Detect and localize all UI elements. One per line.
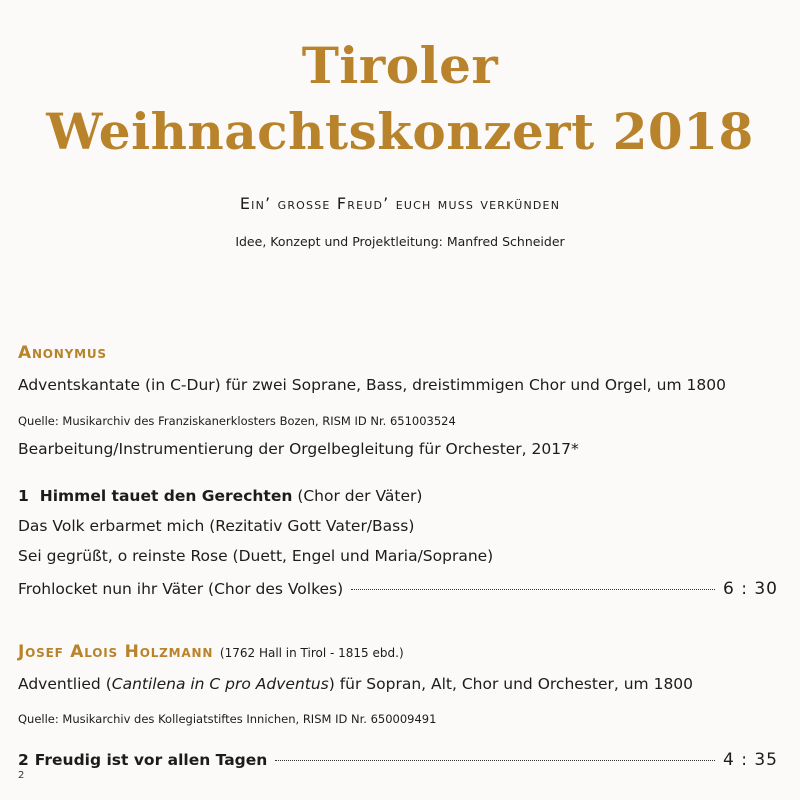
composer-name-2: [18, 642, 404, 662]
track-1-line-3: Frohlocket nun ihr Väter (Chor des Volkes): [18, 580, 344, 598]
work-description-2: [18, 675, 693, 693]
work-suffix: ) für Sopran, Alt, Chor und Orchester, um 1800: [328, 675, 694, 693]
work-prefix: Adventlied (: [18, 675, 112, 693]
composer-lifespan: (1762 Hall in Tirol - 1815 ebd.): [219, 646, 404, 660]
source-note: Quelle: Musikarchiv des Franziskanerklosters Bozen, RISM ID Nr. 651003524: [18, 414, 456, 428]
track-title: Freudig ist vor allen Tagen: [34, 751, 268, 769]
page-number: 2: [18, 770, 25, 781]
composer-name: Josef Alois Holzmann: [18, 642, 214, 662]
track-1: [18, 487, 422, 505]
track-title: Himmel tauet den Gerechten: [39, 487, 293, 505]
track-number: 1: [18, 487, 29, 505]
source-note-2: Quelle: Musikarchiv des Kollegiatstiftes Innichen, RISM ID Nr. 650009491: [18, 712, 437, 726]
track-1-line-1: Das Volk erbarmet mich (Rezitativ Gott Vater/Bass): [18, 517, 415, 535]
composer-name: Anonymus: [18, 343, 107, 363]
track-duration: 6 : 30: [723, 579, 778, 599]
subtitle: Ein’ grosse Freud’ euch muss verkünden: [239, 194, 561, 213]
title-line-2: Weihnachtskonzert 2018: [46, 102, 754, 161]
track-2: [18, 751, 267, 769]
arrangement-note: Bearbeitung/Instrumentierung der Orgelbegleitung für Orchester, 2017*: [18, 440, 579, 458]
title-line-1: Tiroler: [301, 36, 499, 95]
work-italic-title: Cantilena in C pro Adventus: [111, 675, 329, 693]
track-number: 2: [18, 751, 29, 769]
track-1-line-3-row: [18, 579, 778, 599]
track-detail: (Chor der Väter): [297, 487, 423, 505]
track-2-row: [18, 750, 778, 770]
dot-leader: [351, 589, 715, 590]
credit-line: Idee, Konzept und Projektleitung: Manfred Schneider: [235, 234, 565, 249]
dot-leader: [275, 760, 715, 761]
track-duration: 4 : 35: [723, 750, 778, 770]
work-description: Adventskantate (in C-Dur) für zwei Soprane, Bass, dreistimmigen Chor und Orgel, um 1800: [18, 376, 726, 394]
track-1-line-2: Sei gegrüßt, o reinste Rose (Duett, Engel und Maria/Soprane): [18, 547, 494, 565]
